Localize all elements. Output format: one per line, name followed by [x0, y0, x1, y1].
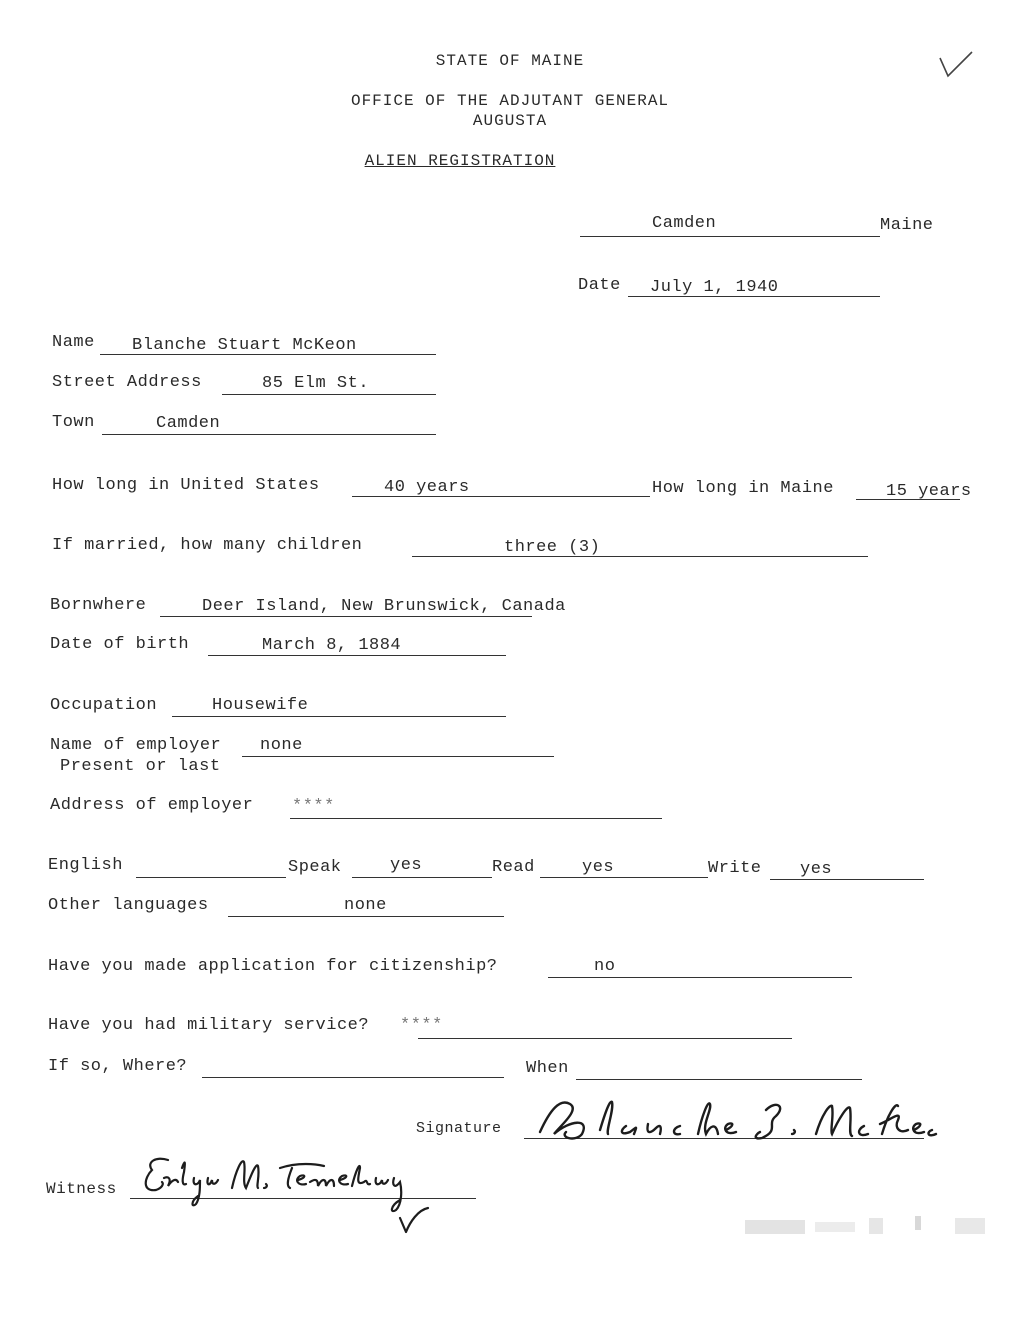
- citizenship-value: no: [594, 957, 616, 976]
- place-town: Camden: [652, 214, 717, 233]
- employer-address-value: ****: [292, 797, 335, 816]
- english-label: English: [48, 856, 123, 875]
- speak-value: yes: [390, 856, 423, 875]
- dob-value: March 8, 1884: [262, 636, 402, 655]
- form-title: ALIEN REGISTRATION: [364, 152, 556, 170]
- children-value: three (3): [504, 538, 601, 557]
- street-label: Street Address: [52, 373, 202, 392]
- military-value: ****: [400, 1016, 443, 1035]
- other-languages-line: [228, 916, 504, 917]
- military-label: Have you had military service?: [48, 1016, 370, 1035]
- english-line: [136, 877, 286, 878]
- employer-address-line: [290, 818, 662, 819]
- write-line: [770, 879, 924, 880]
- place-line: [580, 236, 880, 237]
- us-time-value: 40 years: [384, 478, 470, 497]
- citizenship-label: Have you made application for citizenship?: [48, 957, 498, 976]
- employer-address-label: Address of employer: [50, 796, 254, 815]
- witness-signature-image: [138, 1148, 438, 1248]
- write-label: Write: [708, 859, 762, 878]
- city-heading: AUGUSTA: [472, 112, 548, 130]
- date-label: Date: [578, 276, 621, 295]
- name-label: Name: [52, 333, 95, 352]
- office-heading: OFFICE OF THE ADJUTANT GENERAL: [350, 92, 670, 110]
- town-label: Town: [52, 413, 95, 432]
- when-label: When: [526, 1059, 569, 1078]
- checkmark-icon: [936, 48, 976, 80]
- occupation-line: [172, 716, 506, 717]
- witness-label: Witness: [46, 1180, 117, 1198]
- where-line: [202, 1077, 504, 1078]
- when-line: [576, 1079, 862, 1080]
- faint-stamp-mark: [745, 1212, 1005, 1242]
- other-languages-value: none: [344, 896, 387, 915]
- employer-value: none: [260, 736, 303, 755]
- born-label: Bornwhere: [50, 596, 147, 615]
- children-label: If married, how many children: [52, 536, 363, 555]
- occupation-value: Housewife: [212, 696, 309, 715]
- speak-label: Speak: [288, 858, 342, 877]
- born-line: [160, 616, 532, 617]
- occupation-label: Occupation: [50, 696, 158, 715]
- name-value: Blanche Stuart McKeon: [132, 336, 357, 355]
- military-line: [418, 1038, 792, 1039]
- street-value: 85 Elm St.: [262, 374, 370, 393]
- where-label: If so, Where?: [48, 1057, 188, 1076]
- maine-time-value: 15 years: [886, 482, 972, 501]
- town-value: Camden: [156, 414, 221, 433]
- citizenship-line: [548, 977, 852, 978]
- read-line: [540, 877, 708, 878]
- date-value: July 1, 1940: [650, 278, 779, 297]
- street-line: [222, 394, 436, 395]
- write-value: yes: [800, 860, 833, 879]
- other-languages-label: Other languages: [48, 896, 209, 915]
- dob-label: Date of birth: [50, 635, 190, 654]
- dob-line: [208, 655, 506, 656]
- employer-line: [242, 756, 554, 757]
- us-time-label: How long in United States: [52, 476, 320, 495]
- town-line: [102, 434, 436, 435]
- signature-image: [530, 1090, 940, 1150]
- born-value: Deer Island, New Brunswick, Canada: [202, 597, 566, 616]
- children-line: [412, 556, 868, 557]
- read-value: yes: [582, 858, 615, 877]
- maine-time-label: How long in Maine: [652, 479, 834, 498]
- employer-sublabel: Present or last: [60, 757, 221, 776]
- speak-line: [352, 877, 492, 878]
- state-heading: STATE OF MAINE: [435, 52, 585, 70]
- signature-label: Signature: [416, 1120, 502, 1137]
- employer-label: Name of employer: [50, 736, 222, 755]
- read-label: Read: [492, 858, 535, 877]
- place-state: Maine: [880, 216, 934, 235]
